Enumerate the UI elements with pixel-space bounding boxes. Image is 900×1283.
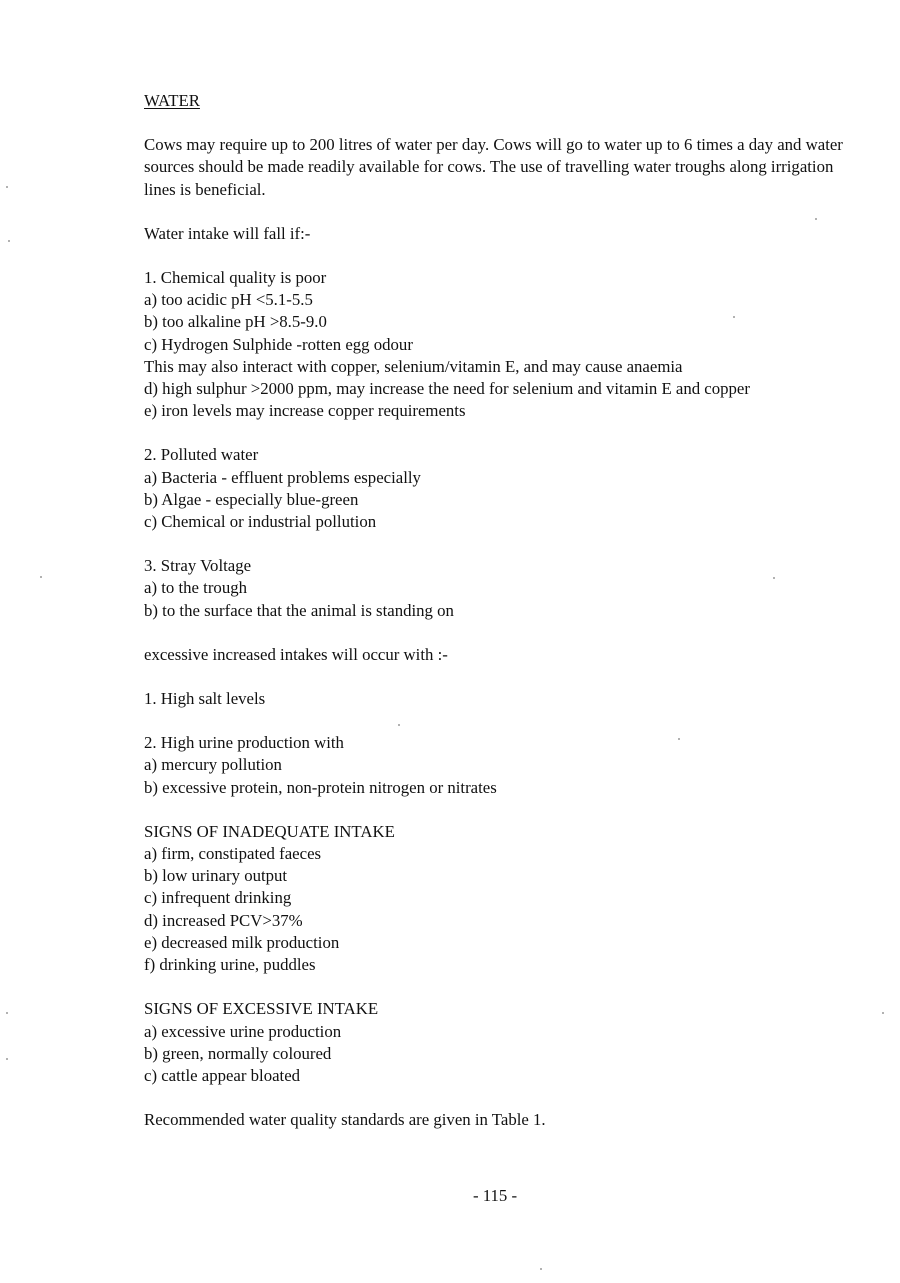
section-title: SIGNS OF EXCESSIVE INTAKE	[144, 999, 379, 1019]
increase-intro: excessive increased intakes will occur with :-	[144, 644, 448, 664]
group-title: 1. Chemical quality is poor	[144, 268, 327, 288]
fall-group-voltage	[144, 555, 870, 622]
list-item: e) decreased milk production	[144, 932, 340, 952]
list-item: a) excessive urine production	[144, 1021, 342, 1041]
increase-group-urine	[144, 732, 870, 799]
list-item: c) cattle appear bloated	[144, 1065, 301, 1085]
list-item: d) high sulphur >2000 ppm, may increase the need for selenium and vitamin E and copper	[144, 379, 750, 399]
section-heading: WATER	[144, 91, 200, 110]
list-item: b) Algae - especially blue-green	[144, 489, 359, 509]
list-item: c) Hydrogen Sulphide -rotten egg odour	[144, 334, 413, 354]
group-title: 2. Polluted water	[144, 445, 259, 465]
list-item: a) too acidic pH <5.1-5.5	[144, 290, 313, 310]
fall-intro: Water intake will fall if:-	[144, 223, 311, 243]
scan-speck	[398, 724, 400, 726]
section-title: SIGNS OF INADEQUATE INTAKE	[144, 821, 395, 841]
scan-speck	[815, 218, 817, 220]
group-title: 3. Stray Voltage	[144, 556, 252, 576]
group-title: 2. High urine production with	[144, 733, 344, 753]
list-item: f) drinking urine, puddles	[144, 955, 316, 975]
list-item: e) iron levels may increase copper requirements	[144, 401, 466, 421]
list-item: b) green, normally coloured	[144, 1043, 332, 1063]
fall-group-polluted	[144, 444, 870, 533]
list-item: b) low urinary output	[144, 866, 288, 886]
scan-speck	[6, 1012, 8, 1014]
intro-paragraph: Cows may require up to 200 litres of water per day. Cows will go to water up to 6 times a day and water sources should be made readily available for cows. The use of travelling water troughs along irrigation lines is beneficial.	[144, 135, 843, 199]
list-item: b) to the surface that the animal is standing on	[144, 600, 454, 620]
page-number: - 115 -	[472, 1186, 518, 1205]
list-item: a) firm, constipated faeces	[144, 844, 322, 864]
list-item: a) mercury pollution	[144, 755, 282, 775]
increase-group-salt	[144, 688, 870, 710]
scan-speck	[882, 1012, 884, 1014]
fall-group-chemical	[144, 267, 870, 422]
list-item: d) increased PCV>37%	[144, 910, 303, 930]
scan-speck	[540, 1268, 542, 1270]
list-item: b) too alkaline pH >8.5-9.0	[144, 312, 327, 332]
inadequate-intake-section	[144, 821, 870, 976]
scan-speck	[678, 738, 680, 740]
list-item: This may also interact with copper, selenium/vitamin E, and may cause anaemia	[144, 356, 683, 376]
scan-speck	[40, 576, 42, 578]
group-title: 1. High salt levels	[144, 689, 266, 709]
scan-speck	[6, 1058, 8, 1060]
page-content	[144, 90, 870, 1131]
scan-speck	[773, 577, 775, 579]
list-item: b) excessive protein, non-protein nitrogen or nitrates	[144, 777, 497, 797]
excessive-intake-section	[144, 998, 870, 1087]
scan-speck	[8, 240, 10, 242]
closing-sentence: Recommended water quality standards are given in Table 1.	[144, 1110, 546, 1130]
scan-speck	[733, 316, 735, 318]
list-item: c) infrequent drinking	[144, 888, 292, 908]
list-item: c) Chemical or industrial pollution	[144, 512, 377, 532]
list-item: a) Bacteria - effluent problems especially	[144, 467, 421, 487]
list-item: a) to the trough	[144, 578, 247, 598]
scan-speck	[6, 186, 8, 188]
